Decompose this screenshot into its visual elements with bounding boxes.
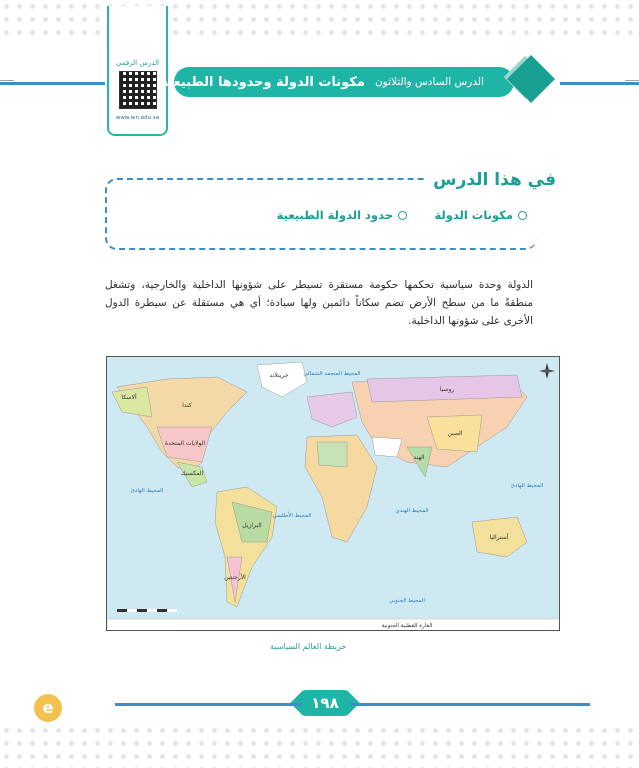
world-map-graphic: [107, 357, 560, 631]
antarctica-shape: [107, 619, 560, 631]
crop-mark: [625, 80, 639, 81]
map-label-argentina: الأرجنتين: [224, 574, 246, 581]
banner-diamond-dark: [507, 55, 555, 103]
header-rule-left: [0, 82, 105, 85]
map-label-usa: الولايات المتحدة: [164, 440, 206, 447]
qr-code-icon[interactable]: [119, 71, 157, 109]
map-label-pacific-west: المحيط الهادئ: [130, 488, 164, 494]
page-number: ١٩٨: [302, 690, 348, 716]
map-label-atlantic: المحيط الأطلسي: [272, 513, 312, 519]
map-caption: خريطة العالم السياسية: [270, 642, 347, 651]
topic-item[interactable]: [277, 208, 407, 222]
topic-item[interactable]: [434, 208, 527, 222]
digital-lesson-url[interactable]: www.ien.edu.sa: [115, 115, 160, 121]
circle-bullet-icon: [518, 211, 527, 220]
north-africa-shape: [317, 442, 347, 467]
topic-label: حدود الدولة الطبيعية: [276, 208, 393, 222]
footer-rule-left: [115, 703, 305, 706]
map-label-brazil: البرازيل: [242, 522, 262, 529]
circle-bullet-icon: [398, 211, 407, 220]
digital-lesson-label: الدرس الرقمي: [115, 59, 160, 67]
footer-rule-right: [350, 703, 590, 706]
world-political-map: [106, 356, 560, 631]
lesson-number: الدرس السادس والثلاثون: [374, 76, 484, 88]
map-label-pacific-east: المحيط الهادئ: [510, 483, 544, 489]
crop-mark: [0, 80, 14, 81]
map-label-alaska: ألاسكا: [121, 394, 137, 401]
map-label-australia: أستراليا: [489, 534, 509, 541]
map-label-greenland: جرينلاند: [269, 372, 289, 379]
in-lesson-heading: في هذا الدرس: [425, 170, 564, 190]
map-label-antarctica: القارة القطبية الجنوبية: [381, 623, 433, 629]
bottom-dot-pattern: [0, 724, 639, 768]
lesson-title-banner: [160, 67, 514, 97]
map-label-mexico: المكسيك: [180, 470, 204, 477]
topic-label: مكونات الدولة: [434, 208, 513, 222]
lesson-paragraph: الدولة وحدة سياسية تحكمها حكومة مستقرة تسيطر على شؤونها الداخلية والخارجية، وتشغل منطقةً ما من سطح الأرض تضم سكاناً دائمين ولها سيادة؛ أي هي مستقلة عن سيطرة الدول الأخرى على شؤونها الداخلية.: [105, 279, 533, 327]
map-label-india: الهند: [413, 454, 425, 461]
digital-lesson-card[interactable]: [107, 6, 168, 136]
lesson-title: مكونات الدولة وحدودها الطبيعية: [160, 74, 365, 90]
scale-bar: [117, 609, 177, 612]
map-label-southern: المحيط الجنوبي: [389, 598, 425, 604]
map-label-china: الصين: [447, 430, 463, 437]
map-label-indian: المحيط الهندي: [395, 508, 429, 514]
top-dot-pattern: [0, 0, 639, 40]
map-label-canada: كندا: [182, 402, 192, 409]
header-rule-right: [560, 82, 639, 85]
map-label-arctic: المحيط المتجمد الشمالي: [303, 371, 361, 377]
publisher-logo-icon: e: [34, 694, 62, 722]
map-label-russia: روسيا: [439, 386, 455, 393]
arabian-peninsula-shape: [372, 437, 402, 457]
